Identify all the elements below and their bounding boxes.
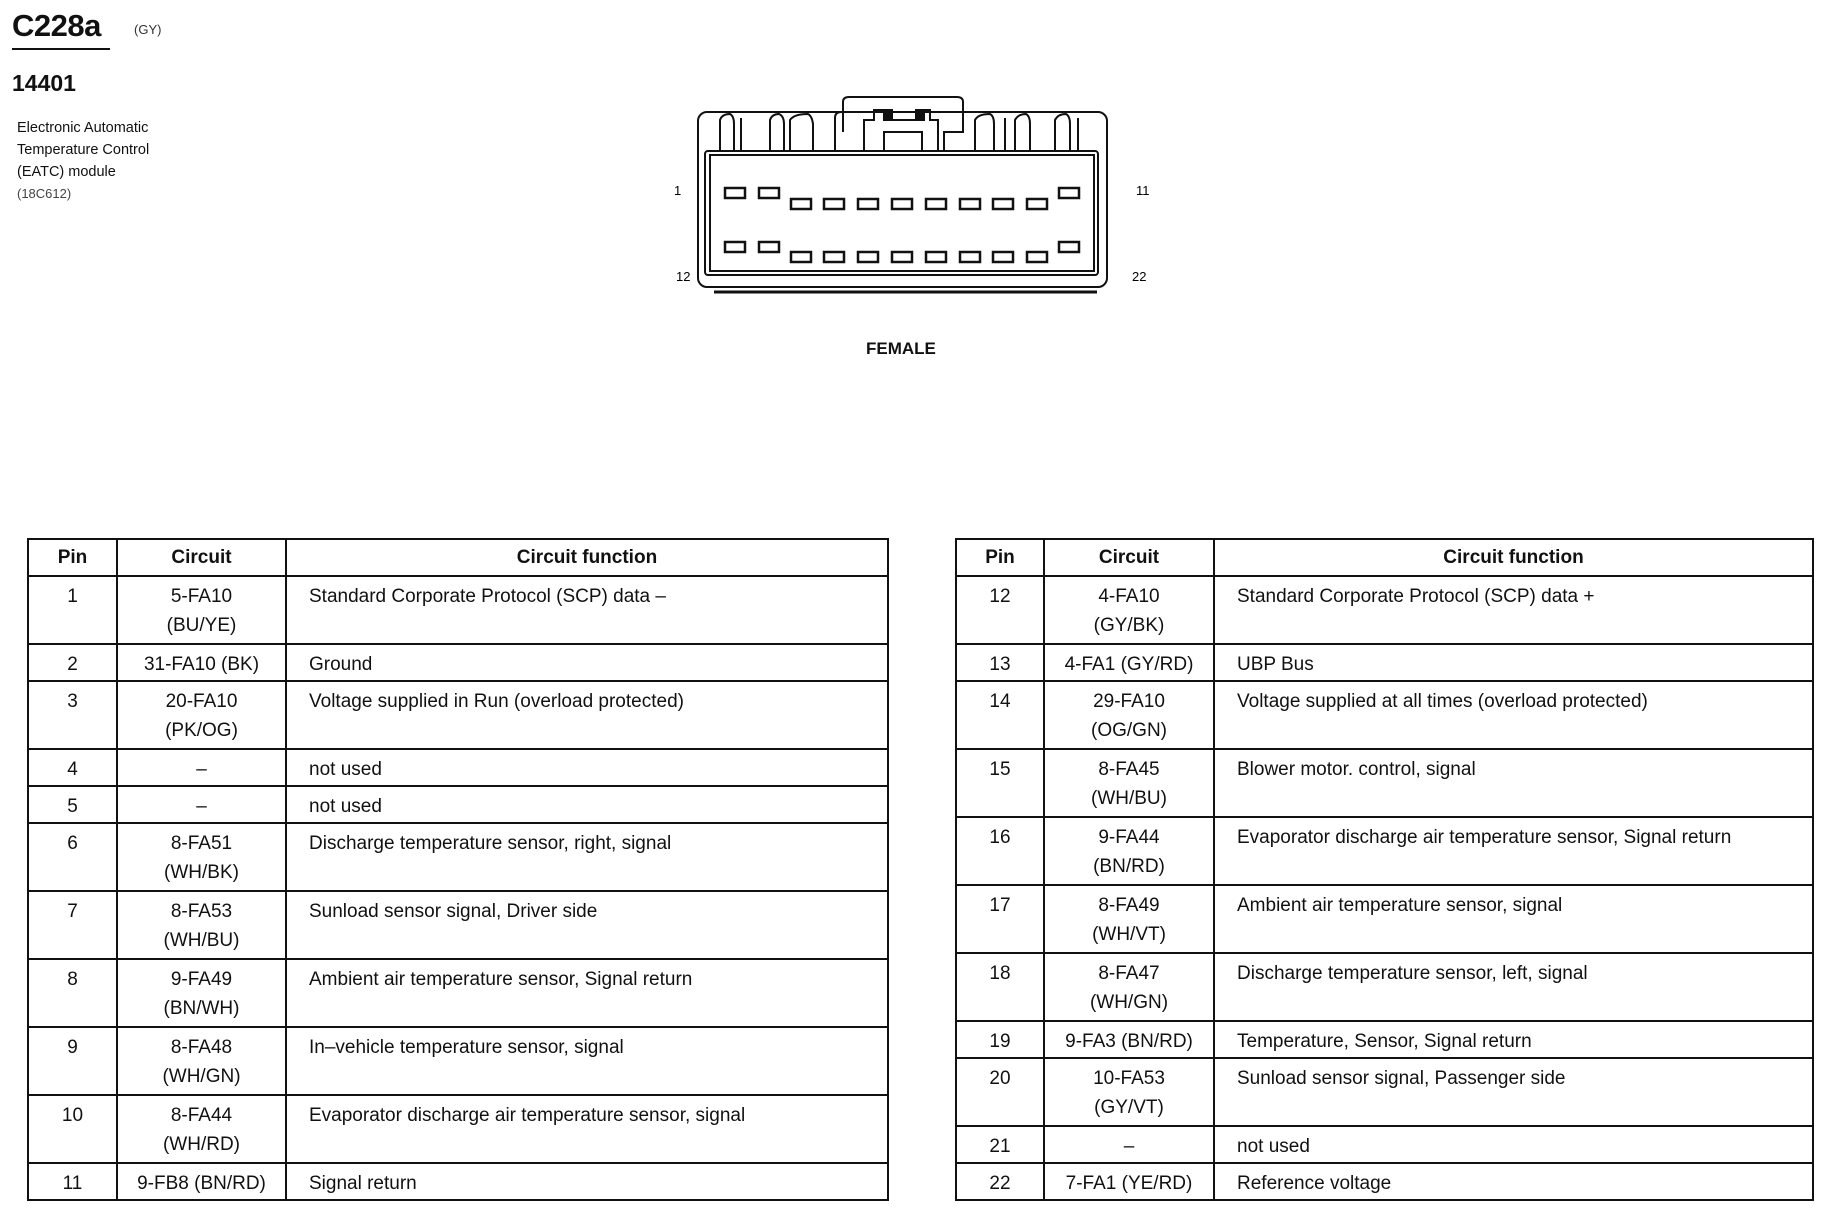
circuit-line: (OG/GN) (1091, 720, 1167, 741)
circuit-cell (1044, 576, 1214, 644)
connector-color: (GY) (134, 22, 162, 37)
circuit-cell: – (117, 749, 286, 786)
circuit-cell: 9-FA3 (BN/RD) (1044, 1021, 1214, 1058)
connector-id: C228a (12, 8, 101, 43)
circuit-function: Ambient air temperature sensor, Signal return (286, 959, 888, 1027)
pin-number: 18 (956, 953, 1044, 1021)
circuit-line: 8-FA48 (170, 1037, 233, 1058)
circuit-function: In–vehicle temperature sensor, signal (286, 1027, 888, 1095)
circuit-line: 29-FA10 (1093, 691, 1165, 712)
circuit-line: (BU/YE) (166, 615, 237, 636)
circuit-line: (WH/VT) (1092, 924, 1166, 945)
table-row (28, 1095, 888, 1163)
pin-number: 8 (28, 959, 117, 1027)
table-row (28, 1027, 888, 1095)
pin-number: 4 (28, 749, 117, 786)
circuit-line: 5-FA10 (170, 586, 233, 607)
circuit-line: (GY/VT) (1094, 1097, 1164, 1118)
circuit-cell: 31-FA10 (BK) (117, 644, 286, 681)
pin-slot (993, 252, 1013, 262)
header-pin: Pin (956, 539, 1044, 576)
pin-number: 13 (956, 644, 1044, 681)
circuit-cell: 7-FA1 (YE/RD) (1044, 1163, 1214, 1200)
pin-number: 14 (956, 681, 1044, 749)
pin-number: 19 (956, 1021, 1044, 1058)
pin-number: 15 (956, 749, 1044, 817)
circuit-cell (117, 891, 286, 959)
circuit-function: Signal return (286, 1163, 888, 1200)
pin-slot (759, 188, 779, 198)
pin-slot (824, 252, 844, 262)
circuit-cell (1044, 681, 1214, 749)
pin-slot (926, 199, 946, 209)
circuit-line: 10-FA53 (1093, 1068, 1165, 1089)
circuit-cell (117, 681, 286, 749)
table-header-row (28, 539, 888, 576)
circuit-cell (1044, 749, 1214, 817)
pin-number: 3 (28, 681, 117, 749)
circuit-line: (WH/BU) (1091, 788, 1167, 809)
circuit-line: (WH/BU) (163, 930, 240, 951)
table-row (28, 681, 888, 749)
pin-label-12: 12 (676, 269, 691, 284)
circuit-function: UBP Bus (1214, 644, 1813, 681)
pinout-table-right (955, 538, 1814, 1201)
header-circuit-function: Circuit function (1214, 539, 1813, 576)
table-row (956, 1021, 1813, 1058)
circuit-function: Reference voltage (1214, 1163, 1813, 1200)
pin-slot (824, 199, 844, 209)
pin-number: 20 (956, 1058, 1044, 1126)
pin-number: 6 (28, 823, 117, 891)
circuit-function: not used (286, 786, 888, 823)
table-row (956, 885, 1813, 953)
pin-slot (1027, 252, 1047, 262)
circuit-cell (117, 1095, 286, 1163)
header-circuit: Circuit (1044, 539, 1214, 576)
circuit-line: 20-FA10 (165, 691, 238, 712)
pin-slot (791, 199, 811, 209)
connector-cavity-outer (705, 151, 1098, 275)
table-row (956, 681, 1813, 749)
pin-number: 5 (28, 786, 117, 823)
table-row (956, 1058, 1813, 1126)
pin-slot (759, 242, 779, 252)
pin-number: 2 (28, 644, 117, 681)
pin-slot (858, 199, 878, 209)
pin-label-1: 1 (674, 183, 682, 198)
circuit-function: Ambient air temperature sensor, signal (1214, 885, 1813, 953)
header-pin: Pin (28, 539, 117, 576)
table-row (28, 576, 888, 644)
circuit-line: 8-FA49 (1098, 895, 1160, 916)
table-row (28, 1163, 888, 1200)
circuit-function: Discharge temperature sensor, right, signal (286, 823, 888, 891)
circuit-line: (GY/BK) (1093, 615, 1165, 636)
table-row (956, 817, 1813, 885)
pin-number: 9 (28, 1027, 117, 1095)
pin-slot (960, 252, 980, 262)
pinout-table-left (27, 538, 889, 1201)
header-circuit-function: Circuit function (286, 539, 888, 576)
circuit-function: Standard Corporate Protocol (SCP) data – (286, 576, 888, 644)
circuit-line: (PK/OG) (165, 720, 238, 741)
pin-slot (1059, 242, 1079, 252)
latch-ribs-left (720, 114, 813, 151)
circuit-cell: – (1044, 1126, 1214, 1163)
pin-slot (1059, 188, 1079, 198)
table-row (28, 749, 888, 786)
title-underline (12, 48, 110, 50)
table-row (28, 644, 888, 681)
circuit-cell (117, 959, 286, 1027)
circuit-function: Temperature, Sensor, Signal return (1214, 1021, 1813, 1058)
circuit-line: (WH/BK) (164, 862, 239, 883)
connector-gender-label: FEMALE (866, 339, 936, 358)
circuit-function: Evaporator discharge air temperature sensor, signal (286, 1095, 888, 1163)
circuit-line: 4-FA10 (1098, 586, 1160, 607)
circuit-function: Blower motor. control, signal (1214, 749, 1813, 817)
table-row (956, 644, 1813, 681)
pin-number: 1 (28, 576, 117, 644)
circuit-function: Standard Corporate Protocol (SCP) data + (1214, 576, 1813, 644)
circuit-cell: 9-FB8 (BN/RD) (117, 1163, 286, 1200)
circuit-line: (BN/RD) (1093, 856, 1165, 877)
table-row (956, 1126, 1813, 1163)
circuit-line: 9-FA49 (170, 969, 233, 990)
circuit-function: Discharge temperature sensor, left, signal (1214, 953, 1813, 1021)
circuit-function: Ground (286, 644, 888, 681)
pin-slot (791, 252, 811, 262)
circuit-function: Sunload sensor signal, Driver side (286, 891, 888, 959)
circuit-cell: – (117, 786, 286, 823)
circuit-cell: 4-FA1 (GY/RD) (1044, 644, 1214, 681)
pin-slot (892, 252, 912, 262)
description-line: Temperature Control (17, 142, 150, 158)
description-line: (EATC) module (17, 164, 116, 180)
latch-ribs-right (975, 114, 1078, 151)
table-row (28, 786, 888, 823)
circuit-line: (BN/WH) (163, 998, 240, 1019)
circuit-line: (WH/GN) (162, 1066, 241, 1087)
table-row (956, 576, 1813, 644)
header-circuit: Circuit (117, 539, 286, 576)
connector-face-diagram (660, 80, 1180, 370)
circuit-line: 8-FA47 (1098, 963, 1160, 984)
circuit-function: not used (1214, 1126, 1813, 1163)
module-code: (18C612) (17, 186, 72, 201)
circuit-cell (1044, 953, 1214, 1021)
table-row (28, 959, 888, 1027)
circuit-cell (1044, 885, 1214, 953)
circuit-line: 8-FA53 (170, 901, 233, 922)
table-row (956, 1163, 1813, 1200)
part-number: 14401 (12, 70, 76, 96)
table-row (28, 823, 888, 891)
pin-number: 21 (956, 1126, 1044, 1163)
circuit-cell (117, 576, 286, 644)
pin-slot (892, 199, 912, 209)
circuit-cell (117, 1027, 286, 1095)
pin-slot (960, 199, 980, 209)
pin-number: 12 (956, 576, 1044, 644)
table-header-row (956, 539, 1813, 576)
pin-number: 7 (28, 891, 117, 959)
pin-slot (725, 188, 745, 198)
table-row (956, 953, 1813, 1021)
circuit-line: (WH/GN) (1089, 992, 1169, 1013)
circuit-line: 8-FA45 (1098, 759, 1160, 780)
pin-number: 11 (28, 1163, 117, 1200)
pin-number: 22 (956, 1163, 1044, 1200)
pin-slot (725, 242, 745, 252)
pin-label-11: 11 (1136, 183, 1150, 198)
table-row (956, 749, 1813, 817)
module-description (17, 117, 149, 205)
circuit-cell (1044, 817, 1214, 885)
circuit-function: Evaporator discharge air temperature sensor, Signal return (1214, 817, 1813, 885)
circuit-cell (1044, 1058, 1214, 1126)
connector-cavity-inner (710, 155, 1094, 271)
circuit-function: Sunload sensor signal, Passenger side (1214, 1058, 1813, 1126)
circuit-line: 8-FA51 (170, 833, 233, 854)
pin-slot (993, 199, 1013, 209)
table-row (28, 891, 888, 959)
pin-slot (858, 252, 878, 262)
circuit-function: Voltage supplied in Run (overload protected) (286, 681, 888, 749)
pin-label-22: 22 (1132, 269, 1147, 284)
circuit-line: 8-FA44 (170, 1105, 233, 1126)
circuit-function: not used (286, 749, 888, 786)
circuit-cell (117, 823, 286, 891)
circuit-line: (WH/RD) (162, 1134, 241, 1155)
pin-number: 10 (28, 1095, 117, 1163)
pin-slot (926, 252, 946, 262)
pin-number: 17 (956, 885, 1044, 953)
circuit-line: 9-FA44 (1098, 827, 1160, 848)
pin-slots (725, 188, 1079, 262)
pin-slot (1027, 199, 1047, 209)
description-line: Electronic Automatic (17, 120, 149, 136)
lock-tab (835, 97, 963, 150)
circuit-function: Voltage supplied at all times (overload protected) (1214, 681, 1813, 749)
pin-number: 16 (956, 817, 1044, 885)
